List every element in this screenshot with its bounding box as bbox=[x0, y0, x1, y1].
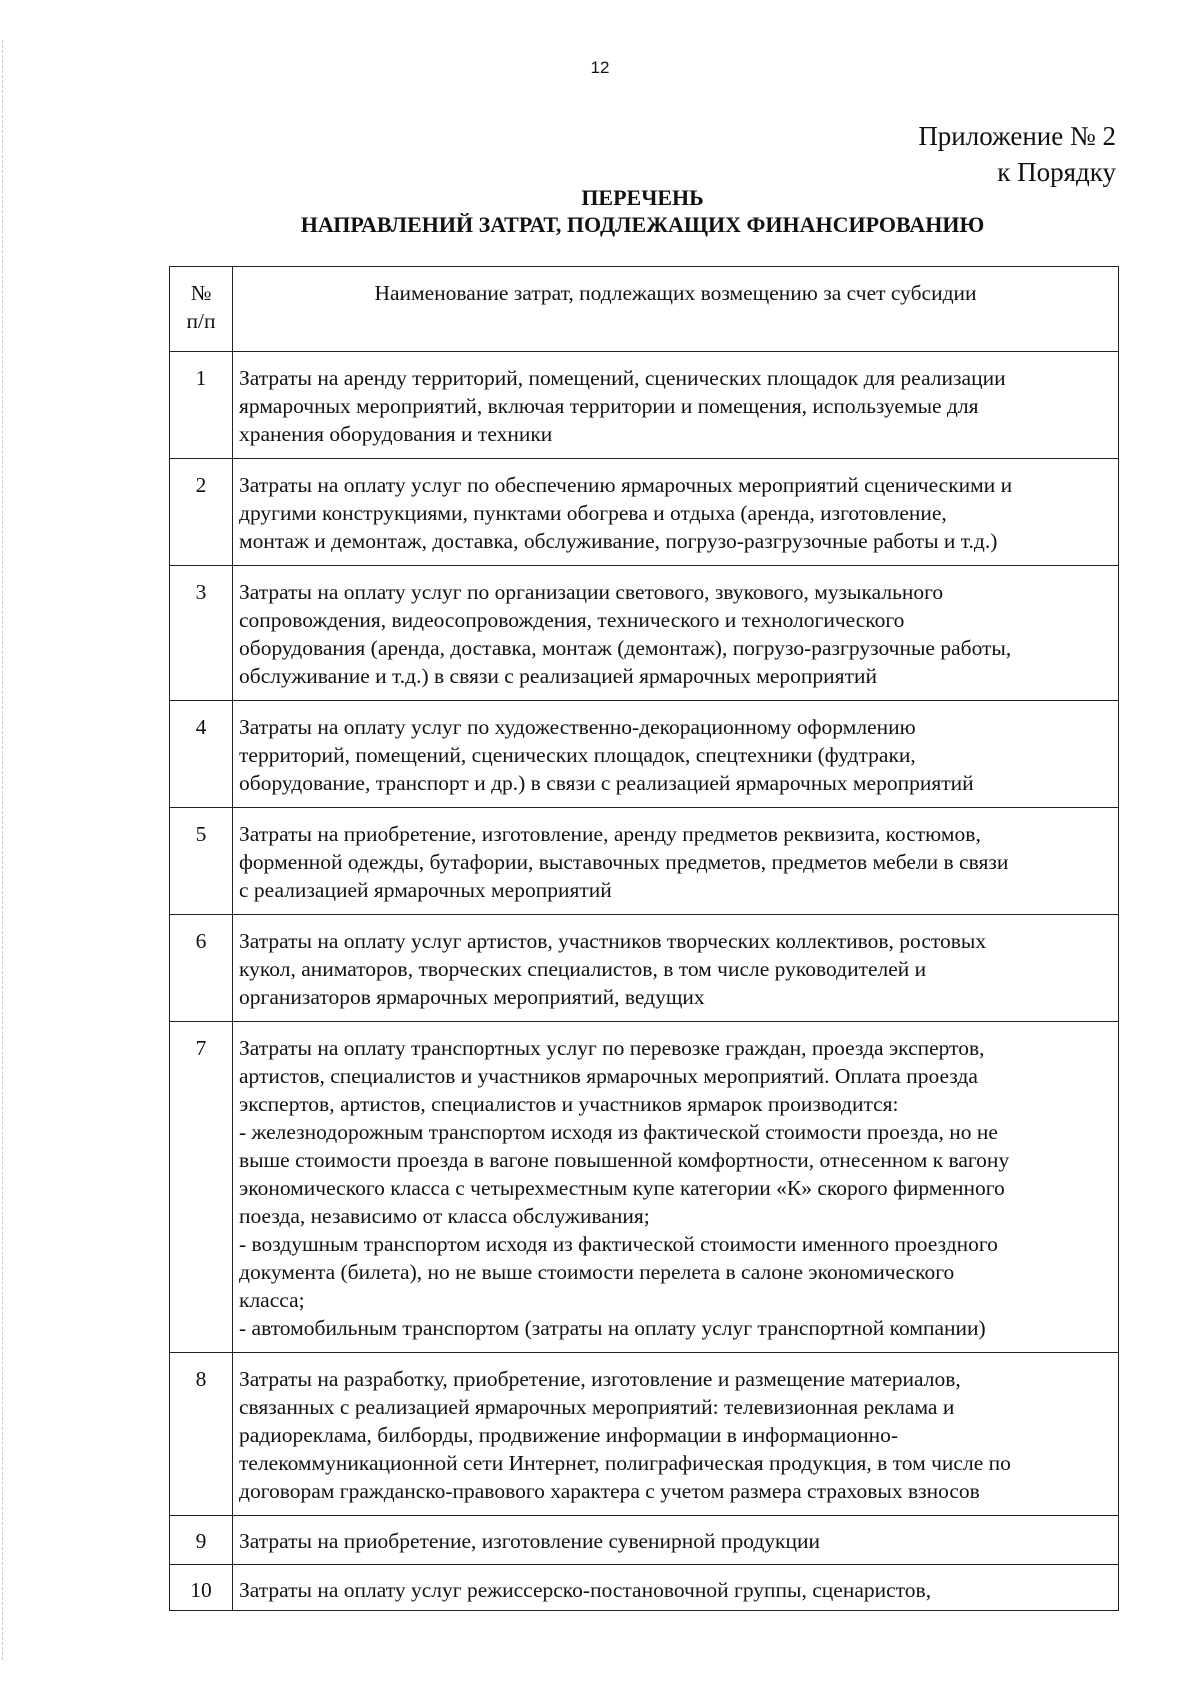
table-row bbox=[170, 459, 1119, 566]
table-header-row bbox=[170, 267, 1119, 352]
table-row bbox=[170, 1022, 1119, 1353]
description-line: территорий, помещений, сценических площадок, спецтехники (фудтраки, bbox=[239, 743, 916, 767]
description-line: документа (билета), но не выше стоимости перелета в салоне экономического bbox=[239, 1260, 955, 1284]
row-description bbox=[233, 1516, 1119, 1565]
title-line-1: ПЕРЕЧЕНЬ bbox=[581, 185, 704, 210]
header-number bbox=[170, 267, 233, 352]
row-description bbox=[233, 1022, 1119, 1353]
description-line: оборудования (аренда, доставка, монтаж (демонтаж), погрузо-разгрузочные работы, bbox=[239, 636, 1012, 660]
table-row bbox=[170, 701, 1119, 808]
description-line: Затраты на оплату услуг по организации светового, звукового, музыкального bbox=[239, 580, 944, 604]
appendix-reference bbox=[918, 118, 1116, 190]
row-description bbox=[233, 808, 1119, 915]
description-line: класса; bbox=[239, 1288, 305, 1312]
description-line: ярмарочных мероприятий, включая территории и помещения, используемые для bbox=[239, 394, 979, 418]
table-row bbox=[170, 1353, 1119, 1516]
table-row bbox=[170, 915, 1119, 1022]
row-number: 4 bbox=[170, 701, 233, 808]
description-line: выше стоимости проезда в вагоне повышенной комфортности, отнесенном к вагону bbox=[239, 1148, 1010, 1172]
row-description bbox=[233, 352, 1119, 459]
description-line: монтаж и демонтаж, доставка, обслуживание, погрузо-разгрузочные работы и т.д.) bbox=[239, 529, 998, 553]
header-number-line-1: № bbox=[190, 281, 212, 305]
row-description bbox=[233, 1565, 1119, 1611]
row-number: 5 bbox=[170, 808, 233, 915]
document-title bbox=[0, 184, 1200, 238]
table-body bbox=[170, 352, 1119, 1611]
header-cost-name: Наименование затрат, подлежащих возмещению за счет субсидии bbox=[233, 267, 1119, 352]
description-line: хранения оборудования и техники bbox=[239, 422, 553, 446]
description-line: экономического класса с четырехместным купе категории «К» скорого фирменного bbox=[239, 1176, 1005, 1200]
description-line: телекоммуникационной сети Интернет, полиграфическая продукция, в том числе по bbox=[239, 1451, 1011, 1475]
description-line: Затраты на приобретение, изготовление, аренду предметов реквизита, костюмов, bbox=[239, 822, 981, 846]
cost-directions-table bbox=[169, 266, 1119, 1611]
description-line: Затраты на оплату транспортных услуг по перевозке граждан, проезда экспертов, bbox=[239, 1036, 985, 1060]
header-number-line-2: п/п bbox=[186, 309, 216, 333]
row-number: 8 bbox=[170, 1353, 233, 1516]
row-description bbox=[233, 459, 1119, 566]
row-number: 6 bbox=[170, 915, 233, 1022]
table-row bbox=[170, 1565, 1119, 1611]
row-number: 9 bbox=[170, 1516, 233, 1565]
row-description bbox=[233, 915, 1119, 1022]
description-line: поезда, независимо от класса обслуживания; bbox=[239, 1204, 650, 1228]
description-line: договорам гражданско-правового характера с учетом размера страховых взносов bbox=[239, 1479, 980, 1503]
description-line: Затраты на приобретение, изготовление сувенирной продукции bbox=[239, 1529, 820, 1553]
description-line: - автомобильным транспортом (затраты на оплату услуг транспортной компании) bbox=[239, 1316, 986, 1340]
row-description bbox=[233, 1353, 1119, 1516]
description-line: другими конструкциями, пунктами обогрева и отдыха (аренда, изготовление, bbox=[239, 501, 947, 525]
description-line: Затраты на оплату услуг режиссерско-постановочной группы, сценаристов, bbox=[239, 1578, 932, 1602]
appendix-line-1: Приложение № 2 bbox=[918, 121, 1116, 151]
description-line: Затраты на разработку, приобретение, изготовление и размещение материалов, bbox=[239, 1367, 961, 1391]
description-line: сопровождения, видеосопровождения, технического и технологического bbox=[239, 608, 905, 632]
description-line: радиореклама, билборды, продвижение информации в информационно- bbox=[239, 1423, 899, 1447]
row-number: 7 bbox=[170, 1022, 233, 1353]
description-line: кукол, аниматоров, творческих специалистов, в том числе руководителей и bbox=[239, 957, 927, 981]
row-description bbox=[233, 701, 1119, 808]
table-row bbox=[170, 808, 1119, 915]
description-line: Затраты на оплату услуг артистов, участников творческих коллективов, ростовых bbox=[239, 929, 987, 953]
page-number: 12 bbox=[590, 58, 610, 77]
description-line: - железнодорожным транспортом исходя из фактической стоимости проезда, но не bbox=[239, 1120, 998, 1144]
row-description bbox=[233, 566, 1119, 701]
description-line: связанных с реализацией ярмарочных мероприятий: телевизионная реклама и bbox=[239, 1395, 955, 1419]
table-row bbox=[170, 566, 1119, 701]
description-line: Затраты на оплату услуг по обеспечению ярмарочных мероприятий сценическими и bbox=[239, 473, 1013, 497]
description-line: оборудование, транспорт и др.) в связи с реализацией ярмарочных мероприятий bbox=[239, 771, 974, 795]
row-number: 2 bbox=[170, 459, 233, 566]
description-line: форменной одежды, бутафории, выставочных предметов, предметов мебели в связи bbox=[239, 850, 1009, 874]
appendix-line-2: к Порядку bbox=[997, 157, 1116, 187]
description-line: артистов, специалистов и участников ярмарочных мероприятий. Оплата проезда bbox=[239, 1064, 978, 1088]
description-line: с реализацией ярмарочных мероприятий bbox=[239, 878, 612, 902]
description-line: Затраты на оплату услуг по художественно-декорационному оформлению bbox=[239, 715, 916, 739]
table-row bbox=[170, 352, 1119, 459]
row-number: 3 bbox=[170, 566, 233, 701]
description-line: - воздушным транспортом исходя из фактической стоимости именного проездного bbox=[239, 1232, 998, 1256]
row-number: 1 bbox=[170, 352, 233, 459]
description-line: обслуживание и т.д.) в связи с реализацией ярмарочных мероприятий bbox=[239, 664, 877, 688]
description-line: организаторов ярмарочных мероприятий, ведущих bbox=[239, 985, 705, 1009]
description-line: экспертов, артистов, специалистов и участников ярмарок производится: bbox=[239, 1092, 899, 1116]
title-line-2: НАПРАВЛЕНИЙ ЗАТРАТ, ПОДЛЕЖАЩИХ ФИНАНСИРОВАНИЮ bbox=[300, 212, 985, 237]
table-row bbox=[170, 1516, 1119, 1565]
row-number: 10 bbox=[170, 1565, 233, 1611]
scan-edge-mark bbox=[2, 40, 4, 1660]
description-line: Затраты на аренду территорий, помещений, сценических площадок для реализации bbox=[239, 366, 1006, 390]
